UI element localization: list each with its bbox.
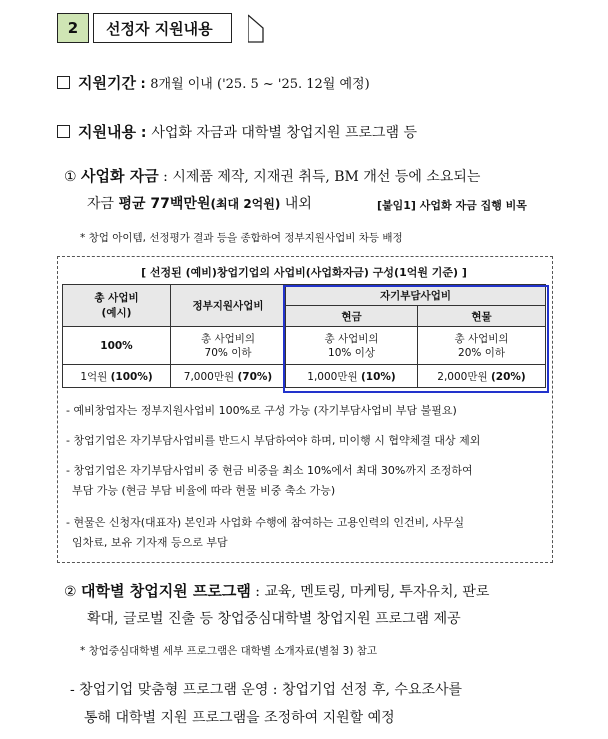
note-cash-ratio: - 창업기업은 자기부담사업비 중 현금 비중을 최소 10%에서 최대 30%까지 조정하여 — [66, 464, 473, 477]
checkbox-square-icon — [57, 76, 70, 89]
section-number: 2 — [57, 13, 89, 43]
item1-desc2c: (최대 2억원) — [210, 197, 281, 211]
item2-title: 대학별 창업지원 프로그램 — [81, 582, 251, 600]
note-mandatory: - 창업기업은 자기부담사업비를 반드시 부담하여야 하며, 미이행 시 협약체결 대상 제외 — [66, 434, 481, 447]
r2-gov-pct: (70%) — [237, 370, 273, 383]
note-inkind: - 현물은 신청자(대표자) 본인과 사업화 수행에 참여하는 고용인력의 인건비, 사무실 — [66, 516, 465, 529]
r1-inkind — [418, 327, 546, 365]
table-caption: [ 선정된 (예비)창업기업의 사업비(사업화자금) 구성(1억원 기준) ] — [141, 266, 467, 279]
r1-inkind-line1: 총 사업비의 — [454, 332, 509, 345]
period-label: 지원기간 — [78, 74, 136, 92]
r1-gov — [171, 327, 286, 365]
note-inkind-cont: 임차료, 보유 기자재 등으로 부담 — [72, 536, 228, 549]
r2-total-amount: 1억원 — [80, 370, 111, 383]
item1-desc2a: 자금 — [87, 196, 119, 212]
period-value: 8개월 이내 ('25. 5 ~ '25. 12월 예정) — [150, 77, 370, 92]
item2-line1 — [64, 580, 489, 601]
r1-total: 100% — [63, 327, 171, 365]
item2-line2: 확대, 글로벌 진출 등 창업중심대학별 창업지원 프로그램 제공 — [87, 611, 461, 627]
header-total-sub: (예시) — [101, 306, 132, 319]
item1-line1 — [64, 165, 480, 186]
item1-number: ① — [64, 169, 77, 185]
final-line2: 통해 대학별 지원 프로그램을 조정하여 지원할 예정 — [84, 710, 395, 726]
header-self: 자기부담사업비 — [286, 285, 546, 306]
note-prestartup: - 예비창업자는 정부지원사업비 100%로 구성 가능 (자기부담사업비 부담 불필요) — [66, 404, 457, 417]
section-header — [57, 13, 232, 43]
r2-cash-pct: (10%) — [360, 370, 396, 383]
final-line1: - 창업기업 맞춤형 프로그램 운영 : 창업기업 선정 후, 수요조사를 — [70, 682, 463, 698]
folded-corner-icon — [248, 13, 264, 43]
content-label: 지원내용 — [78, 123, 136, 141]
r1-inkind-line2: 20% 이하 — [458, 346, 505, 359]
content-line — [57, 121, 417, 142]
r2-cash-amount: 1,000만원 — [307, 370, 361, 383]
r1-cash — [286, 327, 418, 365]
budget-table — [62, 284, 546, 388]
r1-gov-line2: 70% 이하 — [204, 346, 252, 359]
r2-inkind-amount: 2,000만원 — [437, 370, 491, 383]
header-cash: 현금 — [286, 306, 418, 327]
r2-total-pct: (100%) — [110, 370, 153, 383]
r2-inkind — [418, 365, 546, 388]
header-inkind: 현물 — [418, 306, 546, 327]
r2-total — [63, 365, 171, 388]
header-gov: 정부지원사업비 — [171, 285, 286, 327]
header-total — [63, 285, 171, 327]
item1-title: 사업화 자금 — [81, 167, 159, 185]
header-total-label: 총 사업비 — [94, 291, 139, 304]
item1-note: * 창업 아이템, 선정평가 결과 등을 종합하여 정부지원사업비 차등 배정 — [80, 232, 403, 244]
r2-gov — [171, 365, 286, 388]
r1-cash-line2: 10% 이상 — [328, 346, 375, 359]
r2-cash — [286, 365, 418, 388]
content-colon: : — [135, 125, 152, 141]
item1-line2 — [87, 193, 312, 213]
r2-gov-amount: 7,000만원 — [183, 370, 238, 383]
section-title: 선정자 지원내용 — [93, 13, 232, 43]
attachment-ref: [붙임1] 사업화 자금 집행 비목 — [377, 199, 527, 212]
note-cash-ratio-cont: 부담 가능 (현금 부담 비율에 따라 현물 비중 축소 가능) — [72, 484, 336, 497]
item2-note: * 창업중심대학별 세부 프로그램은 대학별 소개자료(별첨 3) 참고 — [80, 645, 378, 657]
period-colon: : — [135, 77, 151, 92]
r2-inkind-pct: (20%) — [490, 370, 526, 383]
item1-desc2b: 평균 77백만원 — [118, 196, 211, 212]
content-value: 사업화 자금과 대학별 창업지원 프로그램 등 — [151, 125, 418, 141]
item1-desc2d: 내외 — [280, 196, 312, 212]
r1-cash-line1: 총 사업비의 — [324, 332, 379, 345]
item1-desc1: : 시제품 제작, 지재권 취득, BM 개선 등에 소요되는 — [158, 169, 481, 185]
period-line — [57, 72, 370, 93]
item2-desc1: : 교육, 멘토링, 마케팅, 투자유치, 판로 — [250, 584, 490, 600]
item2-number: ② — [64, 584, 77, 600]
r1-gov-line1: 총 사업비의 — [200, 332, 256, 345]
checkbox-square-icon — [57, 125, 70, 138]
